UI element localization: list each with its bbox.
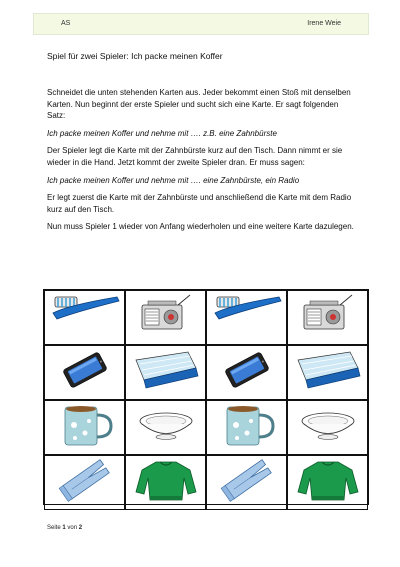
- mug-icon: [49, 401, 121, 454]
- bowl-icon: [292, 401, 364, 454]
- footer-total: 2: [78, 525, 83, 531]
- card: [44, 345, 125, 400]
- example-sentence: Ich packe meinen Koffer und nehme mit …. eine Zahnbürste, ein Radio: [47, 175, 300, 185]
- page-title: Spiel für zwei Spieler: Ich packe meinen Koffer: [47, 51, 223, 61]
- card: [206, 455, 287, 510]
- page-header: [33, 13, 369, 35]
- towel-icon: [292, 346, 364, 399]
- header-initials: AS: [61, 20, 71, 27]
- phone-icon: [211, 346, 283, 399]
- card: [206, 345, 287, 400]
- card: [44, 290, 125, 345]
- card: [44, 455, 125, 510]
- phone-icon: [49, 346, 121, 399]
- card: [206, 290, 287, 345]
- card: [287, 345, 368, 400]
- card: [125, 290, 206, 345]
- card: [125, 400, 206, 455]
- sweater-icon: [292, 456, 364, 509]
- paragraph: Nun muss Spieler 1 wieder von Anfang wiederholen und eine weitere Karte dazulegen.: [47, 222, 354, 232]
- paragraph: Der Spieler legt die Karte mit der Zahnbürste kurz auf den Tisch. Dann nimmt er sie wieder in die Hand. Jetzt kommt der zweite Spieler dran. Er muss sagen:: [47, 146, 343, 167]
- paragraph: Schneidet die unten stehenden Karten aus. Jeder bekommt einen Stoß mit denselben Karten. Nun beginnt der erste Spieler und sucht sich eine Karte. Er sagt folgenden Satz:: [47, 88, 351, 121]
- header-author: Irene Weie: [307, 20, 341, 27]
- paragraph: Er legt zuerst die Karte mit der Zahnbürste und anschließend die Karte mit dem Radio kurz auf den Tisch.: [47, 193, 352, 214]
- footer-middle: von: [65, 525, 79, 531]
- toothbrush-icon: [49, 291, 121, 344]
- card: [125, 455, 206, 510]
- footer-prefix: Seite: [47, 525, 63, 531]
- card: [287, 400, 368, 455]
- footer-page: 1: [62, 525, 66, 531]
- card: [125, 345, 206, 400]
- page-footer: [47, 525, 82, 531]
- card: [287, 290, 368, 345]
- instructions: [47, 87, 357, 239]
- example-sentence: Ich packe meinen Koffer und nehme mit …. z.B. eine Zahnbürste: [47, 128, 277, 138]
- radio-icon: [130, 291, 202, 344]
- towel-icon: [130, 346, 202, 399]
- radio-icon: [292, 291, 364, 344]
- card: [206, 400, 287, 455]
- card-grid: [43, 289, 369, 505]
- jeans-icon: [211, 456, 283, 509]
- mug-icon: [211, 401, 283, 454]
- jeans-icon: [49, 456, 121, 509]
- card: [287, 455, 368, 510]
- sweater-icon: [130, 456, 202, 509]
- bowl-icon: [130, 401, 202, 454]
- toothbrush-icon: [211, 291, 283, 344]
- card: [44, 400, 125, 455]
